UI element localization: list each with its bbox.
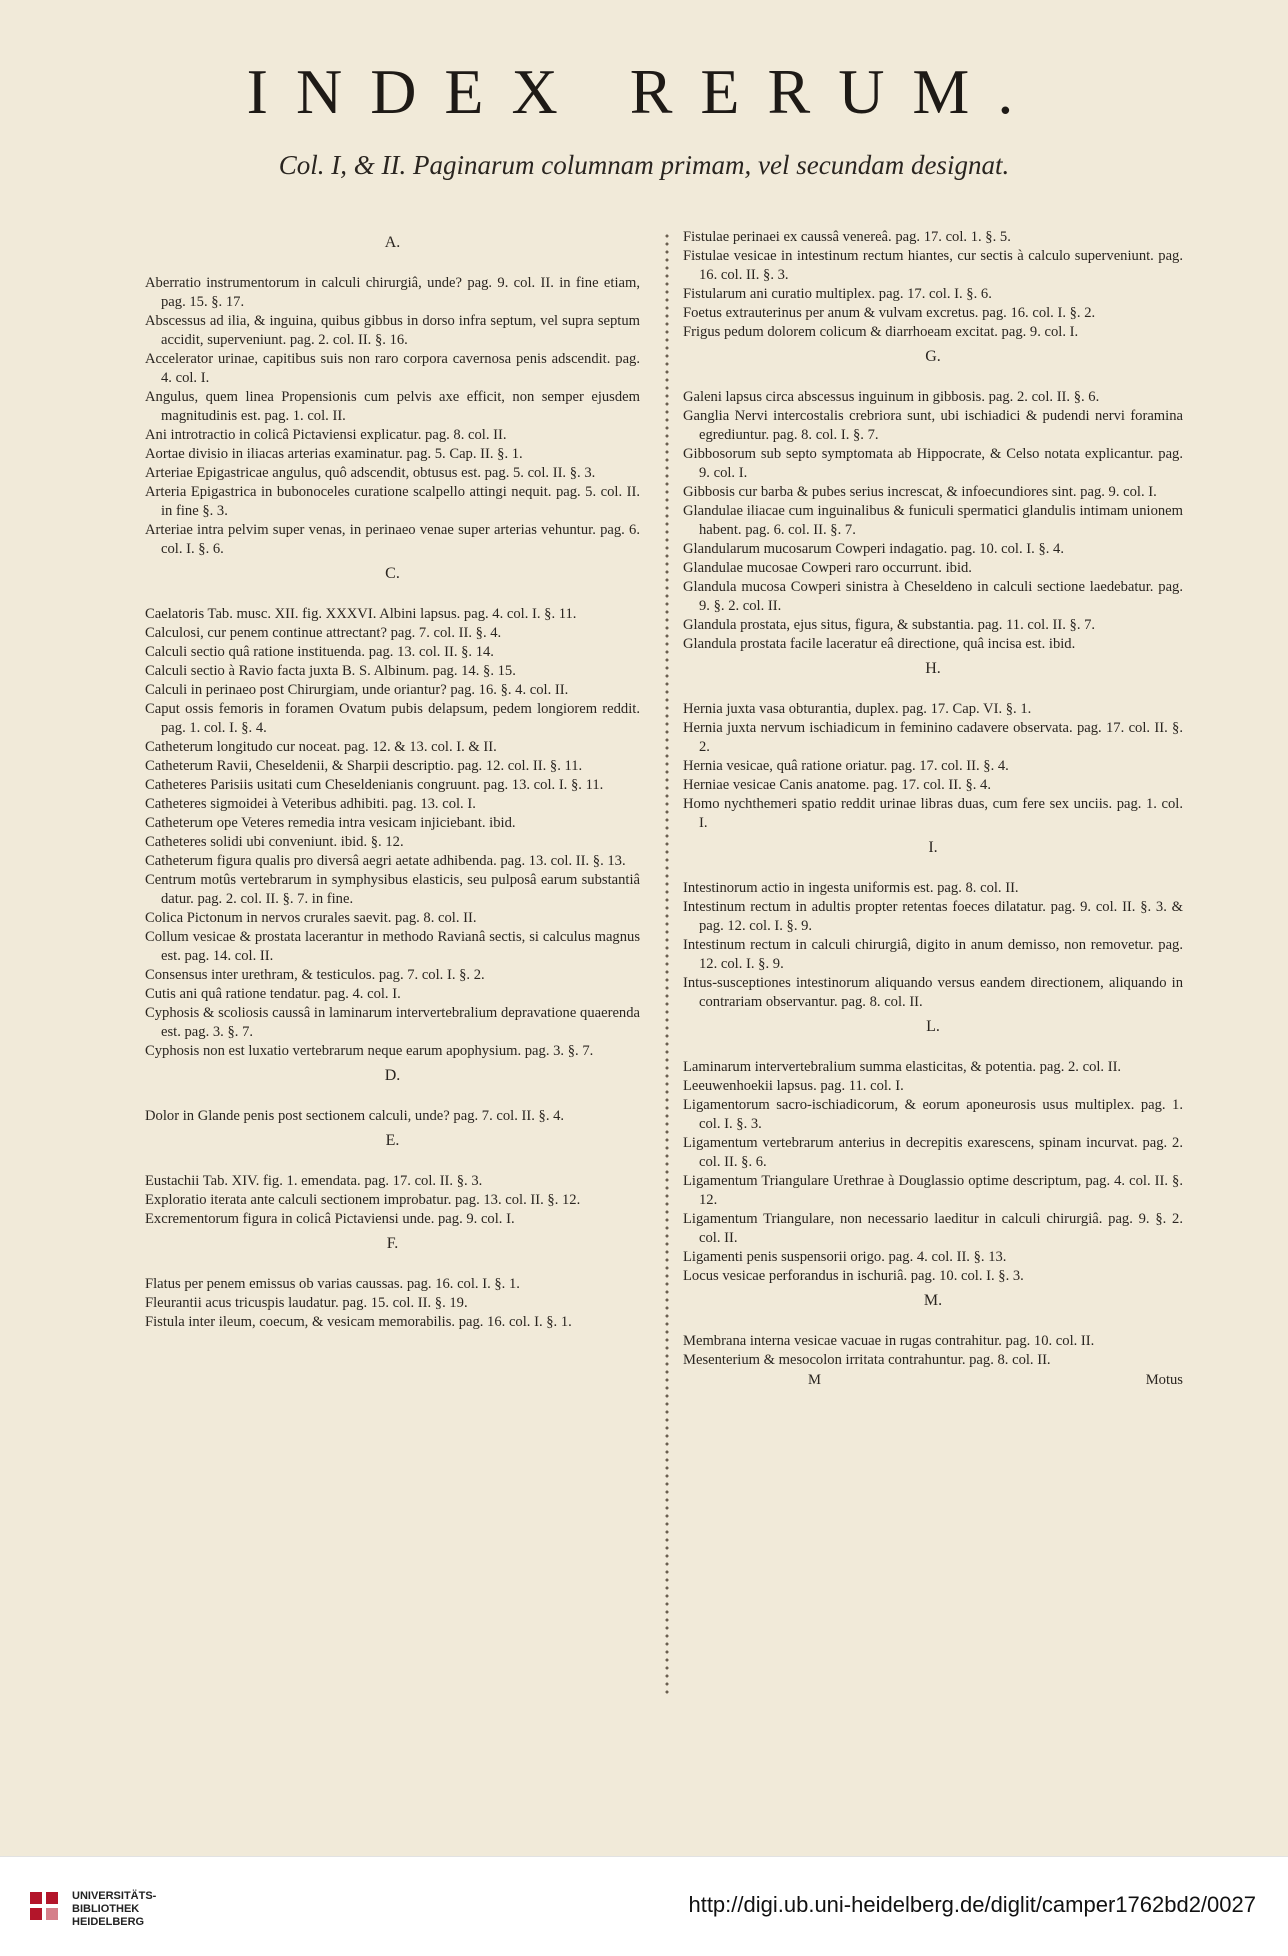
section-letter: G.	[925, 348, 941, 365]
column-divider	[663, 232, 671, 1694]
index-entry: Catheteres sigmoidei à Veteribus adhibiti. pag. 13. col. I.	[145, 796, 476, 812]
index-entry: Ligamentum Triangulare Urethrae à Douglassio optime descriptum, pag. 4. col. II. §. 12.	[683, 1173, 1183, 1208]
section-letter: M.	[923, 1292, 943, 1309]
section-letter: E.	[385, 1132, 400, 1149]
index-entry: Caput ossis femoris in foramen Ovatum pubis delapsum, pedem longiorem reddit. pag. 1. col. I. §. 4.	[145, 701, 640, 736]
index-entry: Hernia juxta nervum ischiadicum in feminino cadavere observata. pag. 17. col. II. §. 2.	[683, 720, 1183, 755]
index-entry: Intus-susceptiones intestinorum aliquando versus eandem directionem, aliquando in contrariam observantur. pag. 8. col. II.	[683, 975, 1183, 1010]
section-letter: L.	[926, 1018, 940, 1035]
index-entry: Catheterum figura qualis pro diversâ aegri aetate adhibenda. pag. 13. col. II. §. 13.	[145, 853, 626, 869]
index-entry: Herniae vesicae Canis anatome. pag. 17. col. II. §. 4.	[683, 777, 991, 793]
index-entry: Membrana interna vesicae vacuae in rugas contrahitur. pag. 10. col. II.	[683, 1333, 1095, 1349]
index-entry: Fleurantii acus tricuspis laudatur. pag. 15. col. II. §. 19.	[145, 1295, 468, 1311]
viewer-footer	[0, 1856, 1288, 1956]
library-name	[72, 1890, 156, 1929]
index-entry: Fistulae vesicae in intestinum rectum hiantes, cur sectis à calculo superveniunt. pag. 16. col. II. §. 3.	[683, 248, 1183, 283]
index-entry: Foetus extrauterinus per anum & vulvam excretus. pag. 16. col. I. §. 2.	[683, 305, 1096, 321]
index-entry: Cutis ani quâ ratione tendatur. pag. 4. col. I.	[145, 986, 401, 1002]
index-entry: Excrementorum figura in colicâ Pictaviensi unde. pag. 9. col. I.	[145, 1211, 515, 1227]
index-entry: Catheterum Ravii, Cheseldenii, & Sharpii descriptio. pag. 12. col. II. §. 11.	[145, 758, 583, 774]
catchwords	[683, 1372, 1183, 1389]
index-entry: Ani introtractio in colicâ Pictaviensi explicatur. pag. 8. col. II.	[145, 427, 507, 443]
index-entry: Cyphosis & scoliosis caussâ in laminarum intervertebralium depravatione quaerenda est. pag. 3. §. 7.	[145, 1005, 640, 1040]
library-name-line: BIBLIOTHEK	[72, 1903, 140, 1915]
index-entry: Gibbosis cur barba & pubes serius increscat, & infoecundiores sint. pag. 9. col. I.	[683, 484, 1157, 500]
index-entry: Glandulae mucosae Cowperi raro occurrunt. ibid.	[683, 560, 972, 576]
index-entry: Laminarum intervertebralium summa elasticitas, & potentia. pag. 2. col. II.	[683, 1059, 1122, 1075]
permalink-url[interactable]: http://digi.ub.uni-heidelberg.de/diglit/camper1762bd2/0027	[688, 1892, 1256, 1917]
library-name-line: UNIVERSITÄTS-	[72, 1890, 157, 1902]
index-entry: Hernia juxta vasa obturantia, duplex. pag. 17. Cap. VI. §. 1.	[683, 701, 1032, 717]
section-letter: A.	[384, 234, 401, 251]
index-entry: Catheterum ope Veteres remedia intra vesicam injiciebant. ibid.	[145, 815, 516, 831]
index-entry: Gibbosorum sub septo symptomata ab Hippocrate, & Celso notata explicantur. pag. 9. col. I.	[683, 446, 1183, 481]
index-entry: Angulus, quem linea Propensionis cum pelvis axe efficit, non semper ejusdem magnitudinis est. pag. 1. col. II.	[145, 389, 640, 424]
index-entry: Exploratio iterata ante calculi sectionem improbatur. pag. 13. col. II. §. 12.	[145, 1192, 581, 1208]
index-entry: Calculi sectio à Ravio facta juxta B. S. Albinum. pag. 14. §. 15.	[145, 663, 516, 679]
index-entry: Consensus inter urethram, & testiculos. pag. 7. col. I. §. 2.	[145, 967, 485, 983]
index-entry: Caelatoris Tab. musc. XII. fig. XXXVI. Albini lapsus. pag. 4. col. I. §. 11.	[145, 606, 577, 622]
index-entry: Arteriae Epigastricae angulus, quô adscendit, obtusus est. pag. 5. col. II. §. 3.	[145, 465, 596, 481]
index-entry: Fistula inter ileum, coecum, & vesicam memorabilis. pag. 16. col. I. §. 1.	[145, 1314, 572, 1330]
index-entry: Intestinum rectum in adultis propter retentas foeces dilatatur. pag. 9. col. II. §. 3. & pag. 12. col. I. §. 9.	[683, 899, 1183, 934]
index-entry: Ligamentum Triangulare, non necessario laeditur in calculi chirurgiâ. pag. 9. §. 2. col. II.	[683, 1211, 1183, 1246]
index-entry: Flatus per penem emissus ob varias caussas. pag. 16. col. I. §. 1.	[145, 1276, 520, 1292]
index-entry: Intestinorum actio in ingesta uniformis est. pag. 8. col. II.	[683, 880, 1019, 896]
index-entry: Glandularum mucosarum Cowperi indagatio. pag. 10. col. I. §. 4.	[683, 541, 1064, 557]
index-entry: Homo nychthemeri spatio reddit urinae libras duas, cum fere sex unciis. pag. 1. col. I.	[683, 796, 1183, 831]
index-entry: Catheteres Parisiis usitati cum Cheseldenianis congruunt. pag. 13. col. I. §. 11.	[145, 777, 604, 793]
index-entry: Catheterum longitudo cur noceat. pag. 12. & 13. col. I. & II.	[145, 739, 497, 755]
section-letter: C.	[385, 565, 400, 582]
index-entry: Hernia vesicae, quâ ratione oriatur. pag. 17. col. II. §. 4.	[683, 758, 1009, 774]
index-entry: Ligamentorum sacro-ischiadicorum, & eorum aponeurosis usus multiplex. pag. 1. col. I. §. 3.	[683, 1097, 1183, 1132]
index-entry: Calculosi, cur penem continue attrectant? pag. 7. col. II. §. 4.	[145, 625, 502, 641]
page-title: INDEX RERUM.	[246, 56, 1042, 127]
index-entry: Accelerator urinae, capitibus suis non raro corpora cavernosa penis adscendit. pag. 4. col. I.	[145, 351, 640, 386]
index-entry: Ligamenti penis suspensorii origo. pag. 4. col. II. §. 13.	[683, 1249, 1007, 1265]
section-letter: H.	[925, 660, 941, 677]
index-entry: Abscessus ad ilia, & inguina, quibus gibbus in dorso infra septum, vel supra septum accidit, superveniunt. pag. 2. col. II. §. 16.	[145, 313, 640, 348]
index-entry: Galeni lapsus circa abscessus inguinum in gibbosis. pag. 2. col. II. §. 6.	[683, 389, 1100, 405]
signature-mark: M	[808, 1372, 821, 1388]
index-entry: Ganglia Nervi intercostalis crebriora sunt, ubi ischiadici & pudendi nervi foramina egrediuntur. pag. 8. col. I. §. 7.	[683, 408, 1183, 443]
index-entry: Fistulae perinaei ex caussâ venereâ. pag. 17. col. 1. §. 5.	[683, 229, 1011, 245]
university-logo-icon	[30, 1892, 60, 1922]
index-entry: Intestinum rectum in calculi chirurgiâ, digito in anum demisso, non removetur. pag. 12. col. I. §. 9.	[683, 937, 1183, 972]
index-entry: Arteriae intra pelvim super venas, in perinaeo venae super arterias vehuntur. pag. 6. col. I. §. 6.	[145, 522, 640, 557]
index-entry: Glandula mucosa Cowperi sinistra à Cheseldeno in calculi sectione laedebatur. pag. 9. §. 2. col. II.	[683, 579, 1183, 614]
index-column-right-body	[683, 228, 1183, 1370]
section-letter: I.	[928, 839, 938, 856]
index-entry: Fistularum ani curatio multiplex. pag. 17. col. I. §. 6.	[683, 286, 992, 302]
section-letter: F.	[386, 1235, 399, 1252]
index-entry: Glandulae iliacae cum inguinalibus & funiculi spermatici glandulis intimam unionem habent. pag. 6. col. II. §. 7.	[683, 503, 1183, 538]
index-entry: Frigus pedum dolorem colicum & diarrhoeam excitat. pag. 9. col. I.	[683, 324, 1079, 340]
library-name-line: HEIDELBERG	[72, 1916, 145, 1928]
index-entry: Calculi in perinaeo post Chirurgiam, unde oriantur? pag. 16. §. 4. col. II.	[145, 682, 569, 698]
index-entry: Ligamentum vertebrarum anterius in decrepitis exarescens, spinam incurvat. pag. 2. col. II. §. 6.	[683, 1135, 1183, 1170]
index-entry: Leeuwenhoekii lapsus. pag. 11. col. I.	[683, 1078, 904, 1094]
index-entry: Centrum motûs vertebrarum in symphysibus elasticis, seu pulposâ earum substantiâ datur. pag. 2. col. II. §. 7. in fine.	[145, 872, 640, 907]
index-entry: Aortae divisio in iliacas arterias examinatur. pag. 5. Cap. II. §. 1.	[145, 446, 523, 462]
index-entry: Eustachii Tab. XIV. fig. 1. emendata. pag. 17. col. II. §. 3.	[145, 1173, 483, 1189]
index-entry: Locus vesicae perforandus in ischuriâ. pag. 10. col. I. §. 3.	[683, 1268, 1024, 1284]
index-entry: Calculi sectio quâ ratione instituenda. pag. 13. col. II. §. 14.	[145, 644, 494, 660]
catchword: Motus	[1145, 1372, 1183, 1388]
index-entry: Mesenterium & mesocolon irritata contrahuntur. pag. 8. col. II.	[683, 1352, 1051, 1368]
index-entry: Dolor in Glande penis post sectionem calculi, unde? pag. 7. col. II. §. 4.	[145, 1108, 565, 1124]
index-entry: Aberratio instrumentorum in calculi chirurgiâ, unde? pag. 9. col. II. in fine etiam, pag. 15. §. 17.	[145, 275, 640, 310]
index-entry: Colica Pictonum in nervos crurales saevit. pag. 8. col. II.	[145, 910, 477, 926]
section-letter: D.	[384, 1067, 401, 1084]
index-entry: Glandula prostata, ejus situs, figura, & substantia. pag. 11. col. II. §. 7.	[683, 617, 1096, 633]
index-column-left	[145, 228, 640, 1332]
page-subtitle: Col. I, & II. Paginarum columnam primam, vel secundam designat.	[278, 150, 1010, 180]
index-entry: Cyphosis non est luxatio vertebrarum neque earum apophysium. pag. 3. §. 7.	[145, 1043, 594, 1059]
index-entry: Catheteres solidi ubi conveniunt. ibid. §. 12.	[145, 834, 404, 850]
index-column-right	[683, 228, 1183, 1389]
index-entry: Collum vesicae & prostata lacerantur in methodo Ravianâ sectis, si calculus magnus est. pag. 14. col. II.	[145, 929, 640, 964]
index-entry: Arteria Epigastrica in bubonoceles curatione scalpello attingi nequit. pag. 5. col. II. in fine §. 3.	[145, 484, 640, 519]
index-entry: Glandula prostata facile laceratur eâ directione, quâ incisa est. ibid.	[683, 636, 1076, 652]
